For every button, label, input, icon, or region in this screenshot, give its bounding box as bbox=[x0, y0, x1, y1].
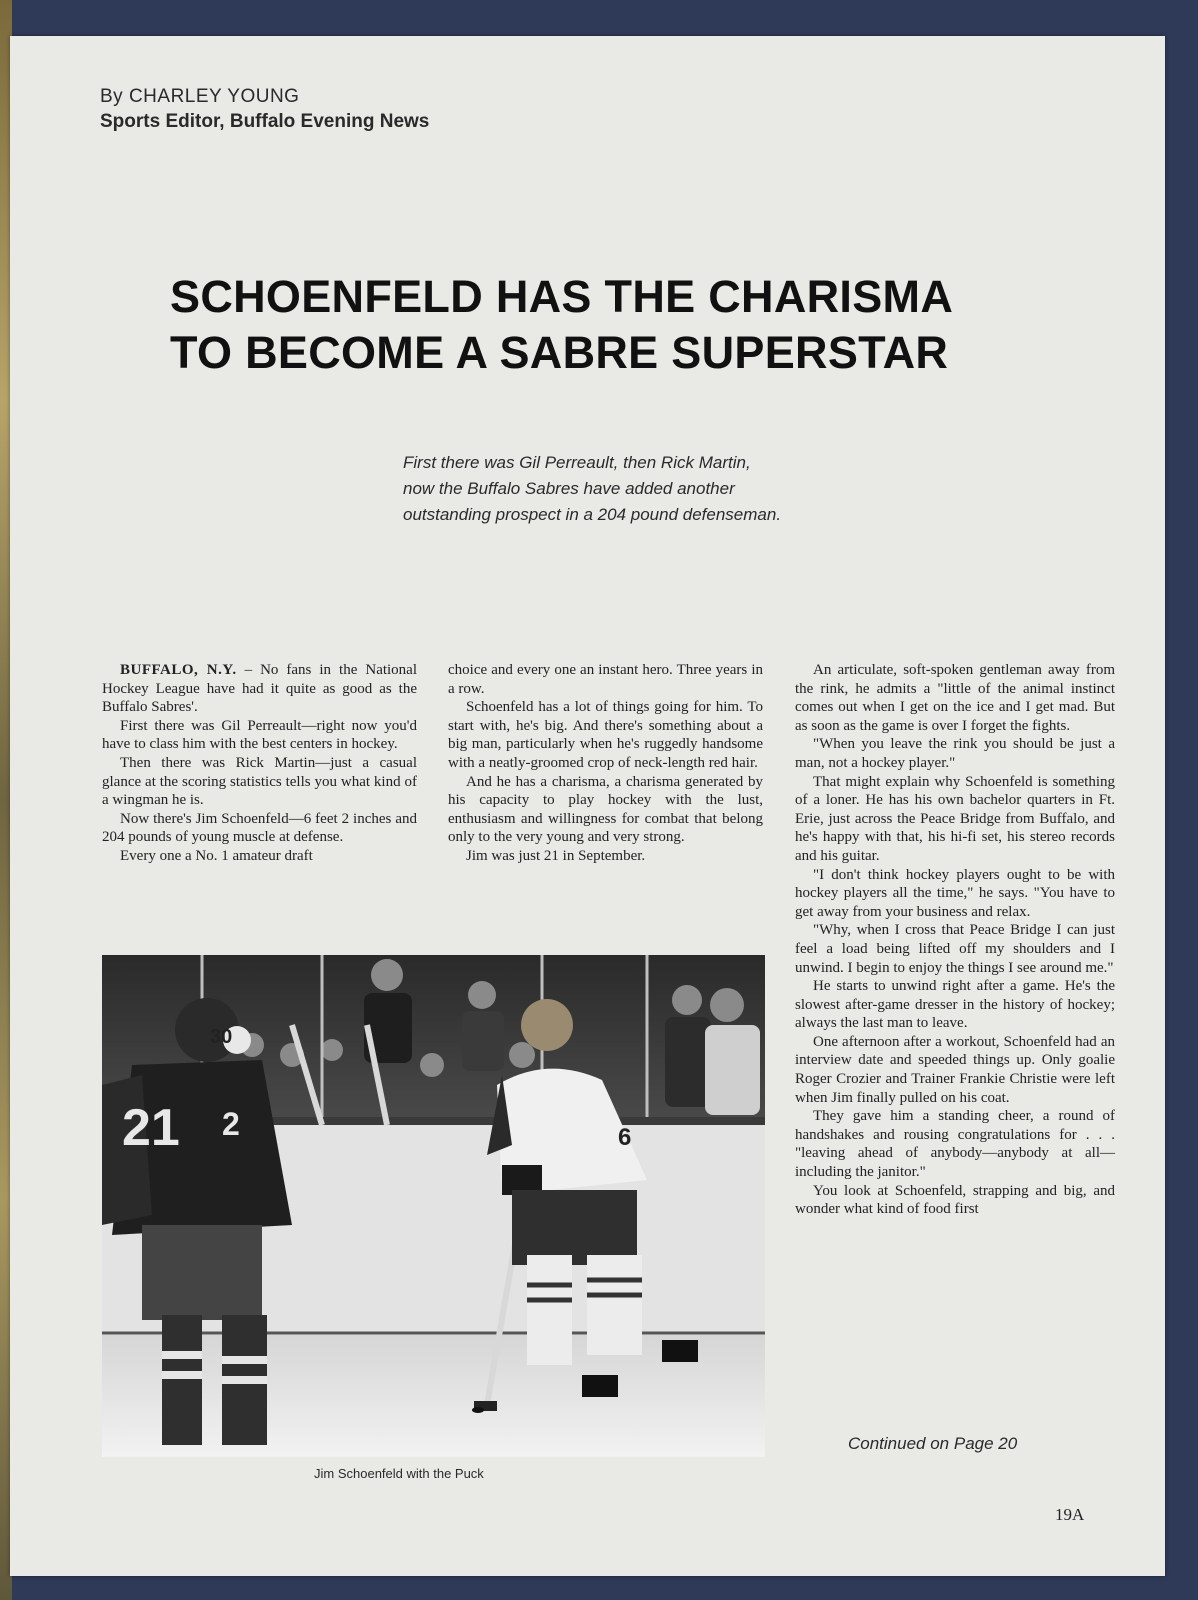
paragraph: "I don't think hockey players ought to be with hockey players all the time," he says. "You have to get away from your business and relax. bbox=[795, 866, 1115, 920]
paragraph: An articulate, soft-spoken gentleman away from the rink, he admits a "little of the animal instinct comes out when I get on the ice and I get mad. But as soon as the game is over I forget the fights. bbox=[795, 662, 1115, 734]
jersey-number-bench: 30 bbox=[210, 1026, 233, 1048]
page-number: 19A bbox=[1055, 1505, 1085, 1524]
headline-line-2: TO BECOME A SABRE SUPERSTAR bbox=[170, 327, 949, 378]
paragraph: He starts to unwind right after a game. He's the slowest after-game dresser in the history of hockey; always the last man to leave. bbox=[795, 978, 1115, 1032]
jersey-number-left-1: 21 bbox=[122, 1099, 180, 1157]
deck-subtitle bbox=[403, 450, 963, 528]
paragraph: One afternoon after a workout, Schoenfeld had an interview date and speeded things up. Only goalie Roger Crozier and Trainer Frankie Christie were left when Jim finally pulled on his coat. bbox=[795, 1033, 1115, 1106]
puck bbox=[472, 1407, 484, 1413]
paragraph: Jim was just 21 in September. bbox=[466, 847, 646, 864]
magazine-page bbox=[10, 36, 1165, 1576]
headline bbox=[170, 269, 1050, 381]
paragraph: That might explain why Schoenfeld is something of a loner. He has his own bachelor quarters in Ft. Erie, just across the Peace Bridge from Buffalo, and he's happy with that, his hi-fi set, his stereo records and his guitar. bbox=[795, 773, 1115, 864]
hockey-photo-illustration bbox=[102, 955, 765, 1457]
deck-line-2: now the Buffalo Sabres have added another bbox=[403, 479, 735, 498]
deck-line-1: First there was Gil Perreault, then Rick Martin, bbox=[403, 453, 751, 472]
paragraph: Then there was Rick Martin—just a casual glance at the scoring statistics tells you what kind of a wingman he is. bbox=[102, 754, 417, 809]
paragraph: "Why, when I cross that Peace Bridge I can just feel a load being lifted off my shoulders and I unwind. I begin to enjoy the things I see around me." bbox=[795, 922, 1115, 976]
article-column-1 bbox=[102, 661, 417, 866]
headline-line-1: SCHOENFELD HAS THE CHARISMA bbox=[170, 271, 954, 322]
byline-author: By CHARLEY YOUNG bbox=[100, 86, 300, 107]
paragraph: You look at Schoenfeld, strapping and big, and wonder what kind of food first bbox=[795, 1182, 1115, 1218]
article-column-2 bbox=[448, 661, 763, 866]
hockey-photo bbox=[102, 955, 765, 1457]
article-column-3 bbox=[795, 661, 1115, 1219]
jersey-number-right: 6 bbox=[618, 1124, 632, 1151]
deck-line-3: outstanding prospect in a 204 pound defenseman. bbox=[403, 505, 782, 524]
byline-role: Sports Editor, Buffalo Evening News bbox=[100, 111, 430, 132]
paragraph: Schoenfeld has a lot of things going for him. To start with, he's big. And there's something about a big man, particularly when he's ruggedly handsome with a neatly-groomed crop of neck-length red hair. bbox=[448, 699, 763, 771]
jersey-number-left-2: 2 bbox=[222, 1106, 240, 1142]
paragraph: First there was Gil Perreault—right now you'd have to class him with the best centers in hockey. bbox=[102, 717, 417, 753]
paragraph: Now there's Jim Schoenfeld—6 feet 2 inches and 204 pounds of young muscle at defense. bbox=[102, 810, 417, 846]
continued-note: Continued on Page 20 bbox=[848, 1434, 1018, 1453]
paragraph: And he has a charisma, a charisma generated by his capacity to play hockey with the lust, enthusiasm and willingness for combat that belong only to the very young and very strong. bbox=[448, 773, 763, 846]
paragraph: "When you leave the rink you should be just a man, not a hockey player." bbox=[795, 736, 1115, 771]
paragraph-text: – No fans in the National Hockey League have had it quite as good as the Buffalo Sabres'. bbox=[102, 662, 418, 716]
byline bbox=[100, 84, 429, 134]
paragraph bbox=[102, 661, 417, 717]
dateline: BUFFALO, N.Y. bbox=[120, 662, 237, 678]
paragraph: They gave him a standing cheer, a round of handshakes and rousing congratulations for . . . "leaving ahead of anybody—anybody at all—including the janitor." bbox=[795, 1108, 1115, 1181]
paragraph: Every one a No. 1 amateur draft bbox=[120, 847, 313, 864]
paragraph: choice and every one an instant hero. Three years in a row. bbox=[448, 662, 763, 697]
photo-caption: Jim Schoenfeld with the Puck bbox=[314, 1466, 484, 1481]
